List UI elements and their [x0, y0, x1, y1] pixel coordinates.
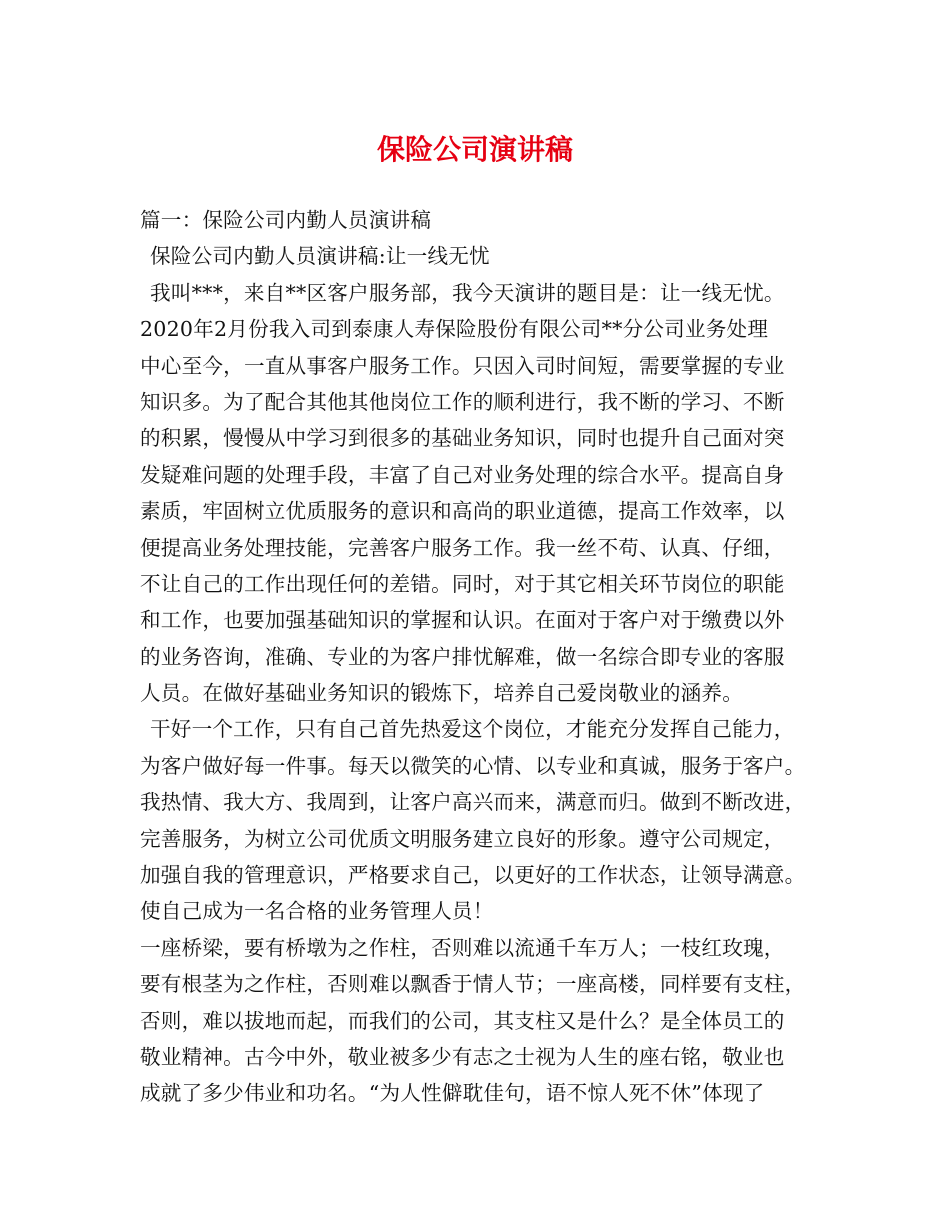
paragraph-line: 使自己成为一名合格的业务管理人员！: [140, 899, 494, 924]
paragraph-line: 完善服务，为树立公司优质文明服务建立良好的形象。遵守公司规定，: [140, 826, 785, 851]
paragraph-line: 干好一个工作，只有自己首先热爱这个岗位，才能充分发挥自己能力，: [150, 717, 795, 742]
paragraph-line: 知识多。为了配合其他其他岗位工作的顺利进行，我不断的学习、不断: [140, 389, 785, 414]
paragraph-line: 和工作，也要加强基础知识的掌握和认识。在面对于客户对于缴费以外: [140, 608, 785, 633]
paragraph-line: 我热情、我大方、我周到，让客户高兴而来，满意而归。做到不断改进，: [140, 790, 806, 815]
paragraph-line: 2020年2月份我入司到泰康人寿保险股份有限公司**分公司业务处理: [140, 317, 769, 342]
paragraph-line: 中心至今，一直从事客户服务工作。只因入司时间短，需要掌握的专业: [140, 353, 785, 378]
paragraph-line: 便提高业务处理技能，完善客户服务工作。我一丝不苟、认真、仔细，: [140, 535, 785, 560]
paragraph-line: 的积累，慢慢从中学习到很多的基础业务知识，同时也提升自己面对突: [140, 426, 785, 451]
paragraph-line: 我叫***，来自**区客户服务部，我今天演讲的题目是：让一线无忧。: [150, 280, 785, 305]
paragraph-line: 成就了多少伟业和功名。“为人性僻耽佳句，语不惊人死不休”体现了: [140, 1081, 765, 1106]
paragraph-line: 敬业精神。古今中外，敬业被多少有志之士视为人生的座右铭，敬业也: [140, 1044, 785, 1069]
subtitle-line: 保险公司内勤人员演讲稿:让一线无忧: [150, 244, 490, 269]
section-heading: 篇一：保险公司内勤人员演讲稿: [140, 208, 432, 232]
document-body: [140, 202, 830, 1112]
paragraph-line: 否则，难以拔地而起，而我们的公司，其支柱又是什么？是全体员工的: [140, 1008, 785, 1033]
paragraph-line: 人员。在做好基础业务知识的锻炼下，培养自己爱岗敬业的涵养。: [140, 681, 744, 706]
paragraph-line: 素质，牢固树立优质服务的意识和高尚的职业道德，提高工作效率，以: [140, 499, 785, 524]
paragraph-line: 的业务咨询，准确、专业的为客户排忧解难，做一名综合即专业的客服: [140, 644, 785, 669]
paragraph-line: 不让自己的工作出现任何的差错。同时，对于其它相关环节岗位的职能: [140, 571, 785, 596]
document-title: 保险公司演讲稿: [376, 133, 573, 166]
paragraph-line: 加强自我的管理意识，严格要求自己，以更好的工作状态，让领导满意。: [140, 863, 806, 888]
paragraph-line: 为客户做好每一件事。每天以微笑的心情、以专业和真诚，服务于客户。: [140, 753, 806, 778]
paragraph-line: 发疑难问题的处理手段，丰富了自己对业务处理的综合水平。提高自身: [140, 462, 785, 487]
paragraph-line: 一座桥梁，要有桥墩为之作柱，否则难以流通千车万人；一枝红玫瑰，: [140, 935, 785, 960]
paragraph-line: 要有根茎为之作柱，否则难以飘香于情人节；一座高楼，同样要有支柱，: [140, 972, 806, 997]
